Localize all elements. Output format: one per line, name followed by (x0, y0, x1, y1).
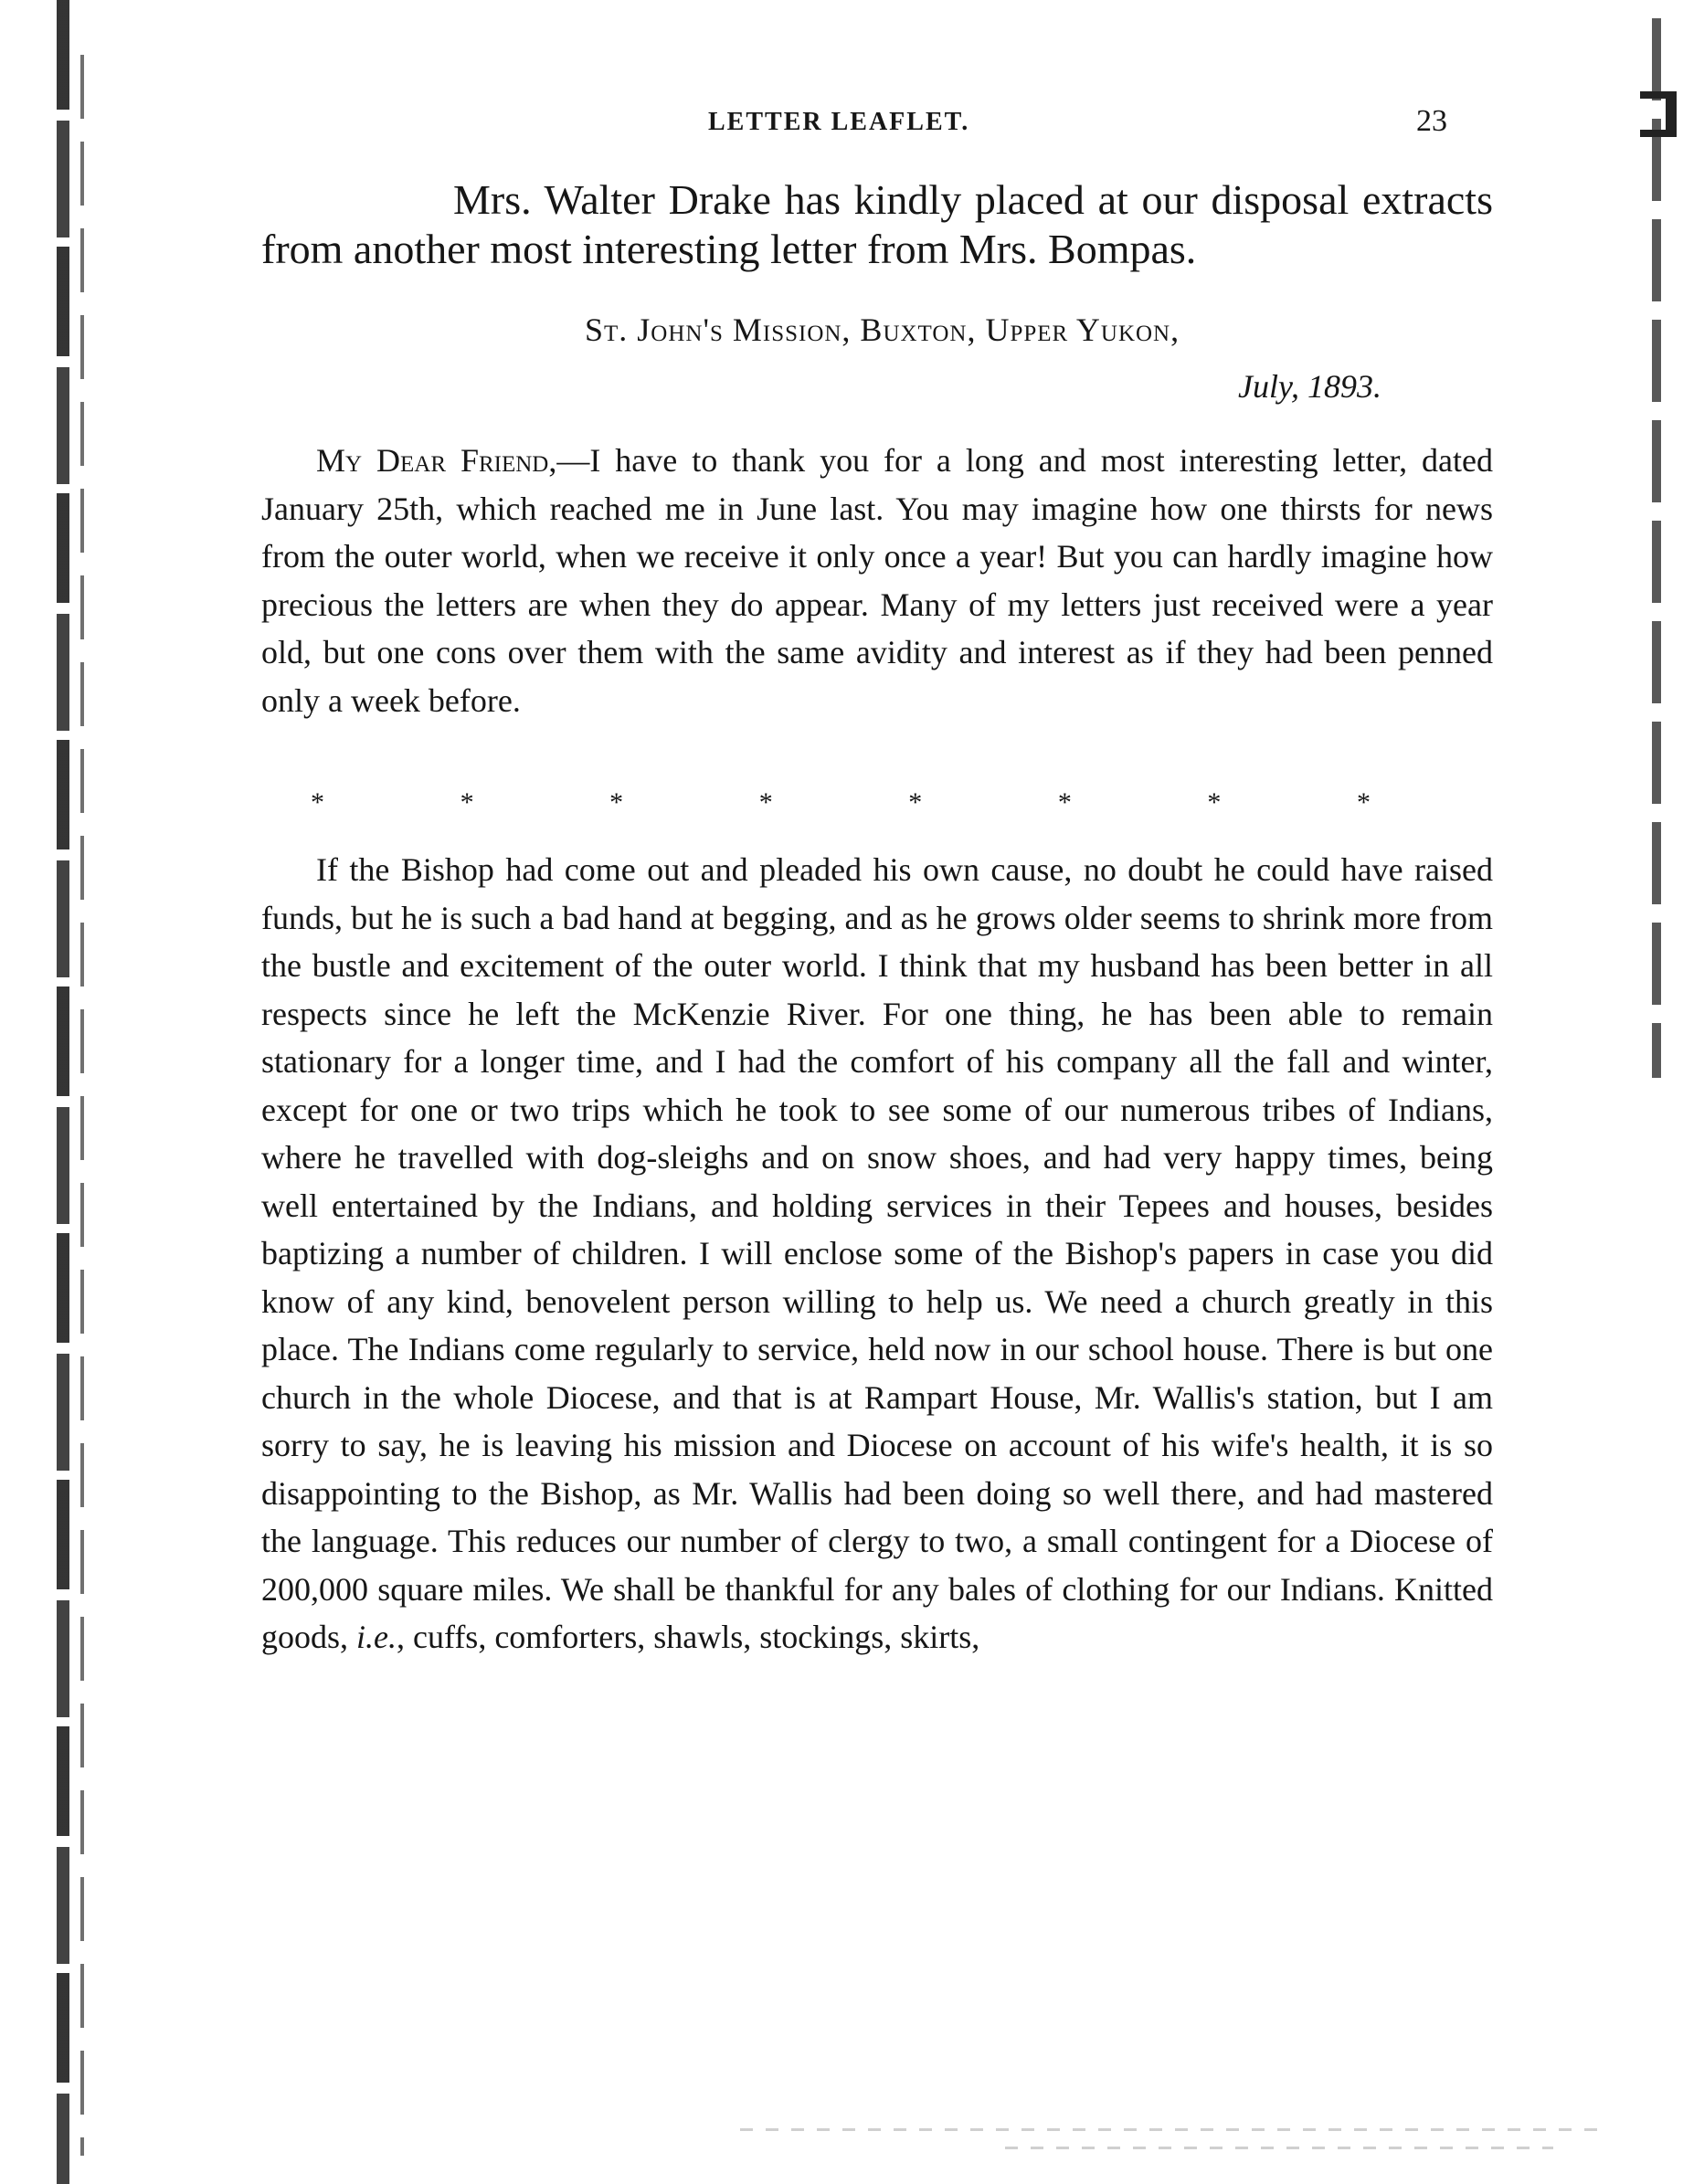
binding-edge-left (57, 0, 69, 2184)
scan-noise-bottom-2 (1005, 2147, 1553, 2149)
asterisk: * (908, 787, 923, 818)
paragraph-2-end: , cuffs, comforters, shawls, stockings, skirts, (397, 1619, 980, 1655)
asterisk: * (311, 787, 324, 818)
asterisk: * (609, 787, 624, 818)
asterisk: * (758, 787, 773, 818)
letter-date: July, 1893. (1238, 368, 1381, 405)
paragraph-2-body: If the Bishop had come out and pleaded his own cause, no doubt he could have raised funds, but he is such a bad hand at begging, and as he grows older seems to shrink more from the bustle and excitement of the outer world. I think that my husband has been better in all respects since he left the McKenzie River. For one thing, he has been able to remain stationary for a longer time, and I had the comfort of his company all the fall and winter, except for one or two trips which he took to see some of our numerous tribes of Indians, where he travelled with dog-sleighs and on snow shoes, and had very happy times, being well entertained by the Indians, and holding services in their Tepees and houses, besides baptizing a number of children. I will enclose some of the Bishop's papers in case you did know of any kind, benovelent person willing to help us. We need a church greatly in this place. The Indians come regularly to service, held now in our school house. There is but one church in the whole Diocese, and that is at Rampart House, Mr. Wallis's station, but I am sorry to say, he is leaving his mission and Diocese on account of his wife's health, it is so disappointing to the Bishop, as Mr. Wallis had been doing so well there, and had mastered the language. This reduces our number of clergy to two, a small contingent for a Diocese of 200,000 square miles. We shall be thankful for any bales of clothing for our Indians. Knitted goods, (261, 851, 1493, 1655)
asterisk: * (1207, 787, 1222, 818)
running-title: LETTER LEAFLET. (708, 108, 970, 136)
letter-paragraph-2 (261, 846, 1493, 1662)
asterisk: * (460, 787, 474, 818)
scan-noise-bottom (740, 2128, 1608, 2131)
letter-address: St. John's Mission, Buxton, Upper Yukon, (585, 311, 1180, 348)
asterisk: * (1356, 787, 1371, 818)
paragraph-1-body: —I have to thank you for a long and most interesting letter, dated January 25th, which reached me in June last. You may imagine how one thirsts for news from the outer world, when we receive it only once a year! But you can hardly imagine how precious the letters are when they do appear. Many of my letters just received were a year old, but one cons over them with the same avidity and interest as if they had been penned only a week before. (261, 442, 1493, 719)
section-break-asterisks (311, 787, 1371, 818)
letter-paragraph-1 (261, 437, 1493, 724)
page-number: 23 (1416, 104, 1447, 138)
asterisk: * (1057, 787, 1072, 818)
paragraph-2-italic: i.e. (356, 1619, 397, 1655)
binding-edge-right (1652, 18, 1661, 1078)
running-header (0, 104, 1683, 144)
binding-edge-left-inner (80, 55, 84, 2156)
intro-paragraph: Mrs. Walter Drake has kindly placed at our disposal extracts from another most interesting letter from Mrs. Bompas. (261, 176, 1493, 272)
salutation: My Dear Friend, (316, 442, 557, 479)
